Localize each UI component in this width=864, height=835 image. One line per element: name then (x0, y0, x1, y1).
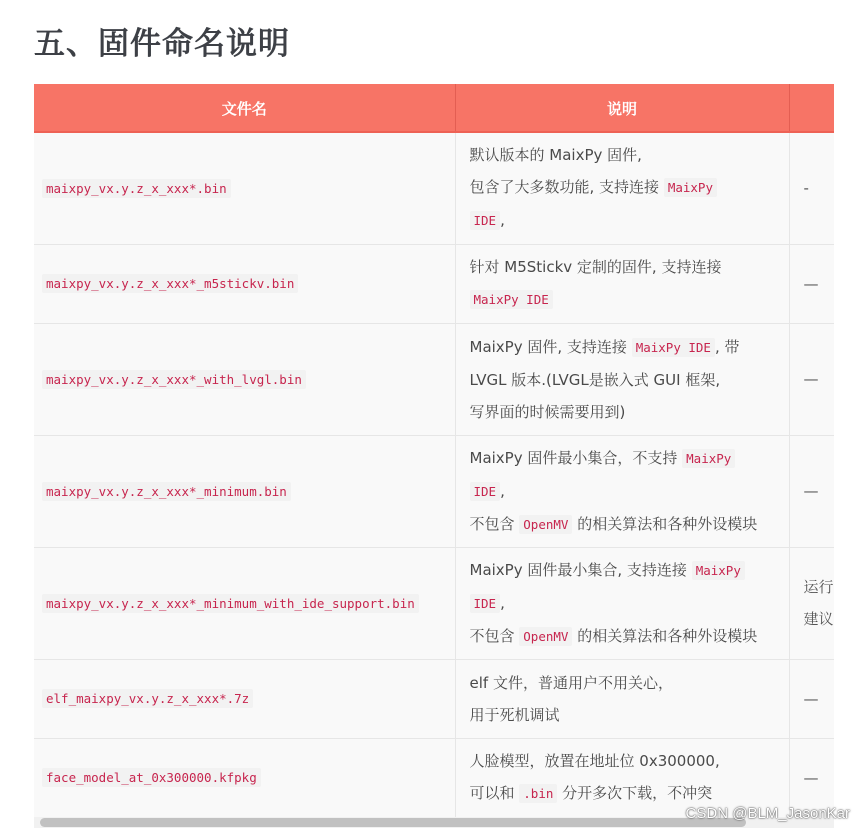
filename-code: maixpy_vx.y.z_x_xxx*_m5stickv.bin (42, 274, 298, 293)
inline-code: MaixPy (682, 449, 735, 468)
header-filename: 文件名 (34, 85, 455, 133)
watermark: CSDN @BLM_JasonKar (685, 805, 850, 822)
filename-code: maixpy_vx.y.z_x_xxx*_minimum.bin (42, 482, 291, 501)
description-cell: 针对 M5Stickv 定制的固件, 支持连接 MaixPy IDE (455, 244, 789, 323)
description-cell: 默认版本的 MaixPy 固件, 包含了大多数功能, 支持连接 MaixPy IDE , (455, 132, 789, 244)
inline-code: MaixPy (664, 178, 717, 197)
firmware-table (34, 84, 834, 817)
filename-cell (34, 547, 455, 659)
table-row (34, 547, 834, 659)
header-description: 说明 (455, 85, 789, 133)
inline-code: IDE (470, 482, 501, 501)
extra-cell: — (789, 244, 834, 323)
scrollbar-thumb[interactable] (40, 818, 746, 827)
filename-code: face_model_at_0x300000.kfpkg (42, 768, 261, 787)
table-row (34, 659, 834, 738)
description-cell: 人脸模型，放置在地址位 0x300000, 可以和 .bin 分开多次下载，不冲突 (455, 738, 789, 817)
extra-cell: — (789, 659, 834, 738)
table-row (34, 323, 834, 435)
inline-code: MaixPy (692, 561, 745, 580)
description-cell: elf 文件，普通用户不用关心， 用于死机调试 (455, 659, 789, 738)
inline-code: OpenMV (519, 515, 572, 534)
extra-cell: 运行 建议 (789, 547, 834, 659)
filename-code: elf_maixpy_vx.y.z_x_xxx*.7z (42, 689, 253, 708)
extra-cell: — (789, 323, 834, 435)
description-cell: MaixPy 固件最小集合, 支持连接 MaixPy IDE , 不包含 OpenMV 的相关算法和各种外设模块 (455, 547, 789, 659)
filename-cell (34, 323, 455, 435)
filename-code: maixpy_vx.y.z_x_xxx*_minimum_with_ide_support.bin (42, 594, 419, 613)
table-header-row (34, 85, 834, 133)
filename-cell (34, 659, 455, 738)
description-cell: MaixPy 固件, 支持连接 MaixPy IDE , 带 LVGL 版本.(LVGL是嵌入式 GUI 框架, 写界面的时候需要用到) (455, 323, 789, 435)
inline-code: MaixPy IDE (632, 338, 715, 357)
inline-code: MaixPy IDE (470, 290, 553, 309)
extra-cell: — (789, 738, 834, 817)
filename-cell (34, 738, 455, 817)
header-extra (789, 85, 834, 133)
section-heading: 五、固件命名说明 (34, 26, 290, 62)
table-row (34, 132, 834, 244)
table-row (34, 244, 834, 323)
filename-code: maixpy_vx.y.z_x_xxx*_with_lvgl.bin (42, 370, 306, 389)
extra-cell: — (789, 435, 834, 547)
inline-code: .bin (519, 784, 557, 803)
inline-code: OpenMV (519, 627, 572, 646)
filename-cell (34, 132, 455, 244)
filename-code: maixpy_vx.y.z_x_xxx*.bin (42, 179, 231, 198)
table-row (34, 435, 834, 547)
filename-cell (34, 244, 455, 323)
filename-cell (34, 435, 455, 547)
inline-code: IDE (470, 211, 501, 230)
description-cell: MaixPy 固件最小集合，不支持 MaixPy IDE , 不包含 OpenMV 的相关算法和各种外设模块 (455, 435, 789, 547)
extra-cell: - (789, 132, 834, 244)
firmware-table-container[interactable] (34, 84, 834, 817)
inline-code: IDE (470, 594, 501, 613)
